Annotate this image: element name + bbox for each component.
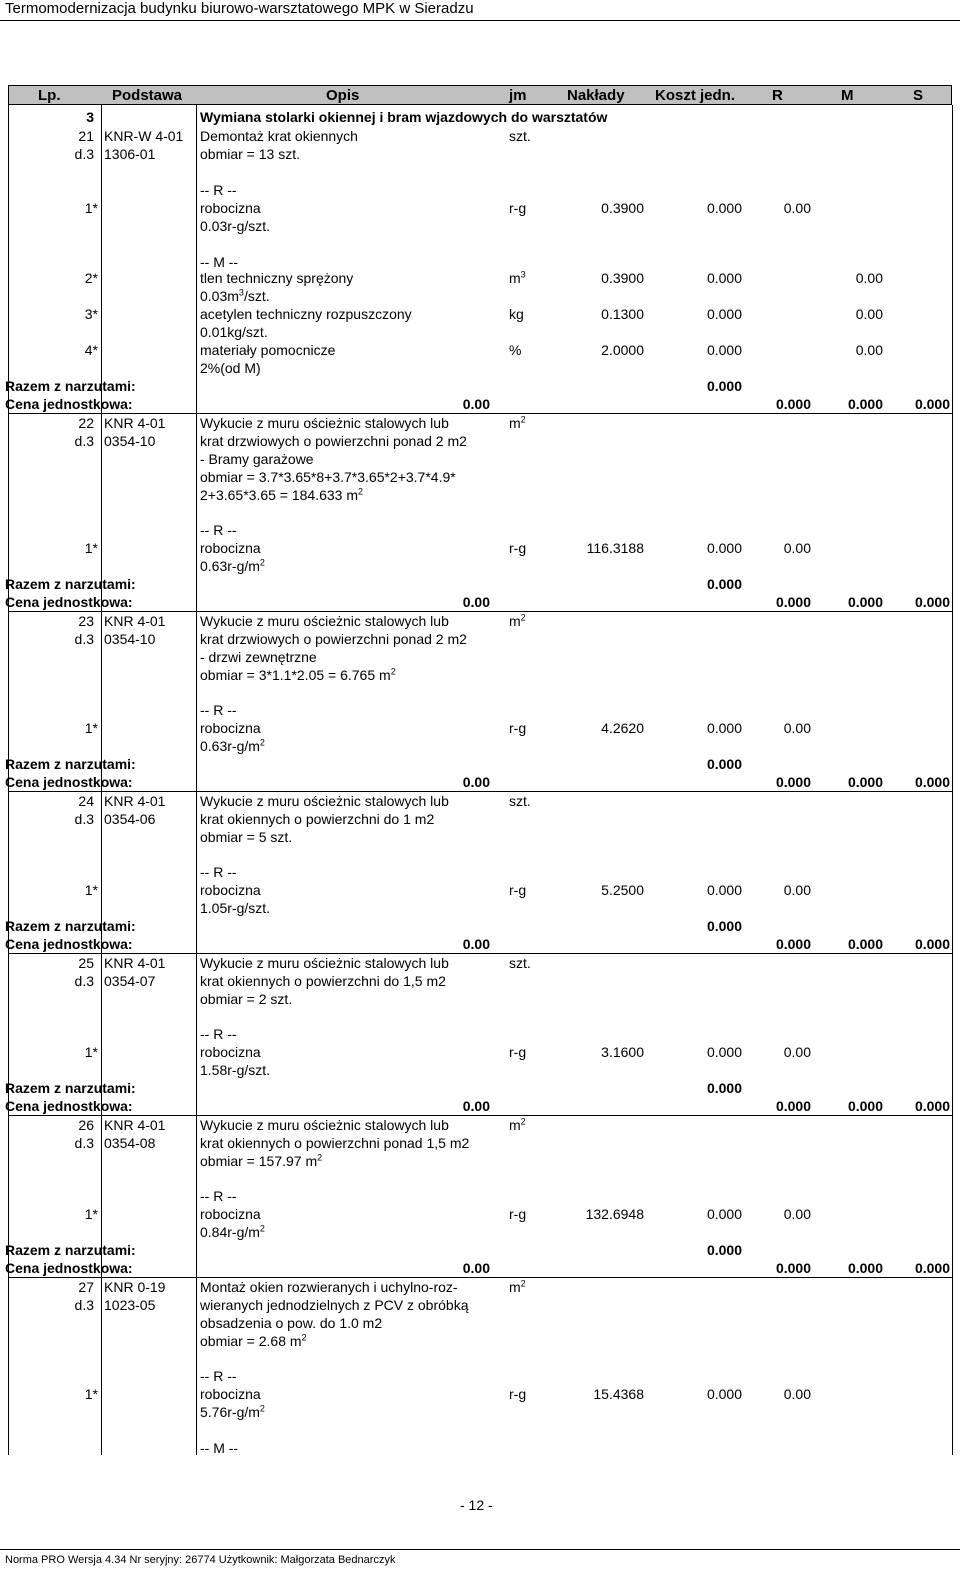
material-marker: -- M -- bbox=[200, 1440, 239, 1456]
cena-s: 0.000 bbox=[914, 396, 950, 412]
labor-rate: 1.05r-g/szt. bbox=[200, 900, 271, 916]
razem-value: 0.000 bbox=[706, 576, 742, 592]
labor-unit-cost: 0.000 bbox=[706, 200, 742, 216]
cena-m: 0.000 bbox=[847, 1260, 883, 1276]
labor-quantity: 116.3188 bbox=[586, 540, 644, 556]
grid-line bbox=[952, 105, 953, 1455]
position-number: 22 bbox=[78, 415, 94, 431]
cena-value: 0.00 bbox=[462, 396, 490, 412]
labor-value: 0.00 bbox=[783, 200, 811, 216]
position-number: 21 bbox=[78, 128, 94, 144]
cena-label: Cena jednostkowa: bbox=[5, 594, 133, 610]
base-catalog: KNR 4-01 bbox=[104, 793, 166, 809]
labor-unit: r-g bbox=[509, 720, 527, 736]
base-code: 0354-10 bbox=[104, 433, 156, 449]
material-value: 0.00 bbox=[855, 270, 883, 286]
position-quantity: obmiar = 2.68 $m^2$ bbox=[200, 1332, 307, 1349]
position-number: 24 bbox=[78, 793, 94, 809]
labor-value: 0.00 bbox=[783, 540, 811, 556]
material-unit-cost: 0.000 bbox=[706, 342, 742, 358]
position-quantity: obmiar = 5 szt. bbox=[200, 829, 293, 845]
material-quantity: 0.3900 bbox=[601, 270, 644, 286]
position-unit: $m^2$ bbox=[509, 612, 526, 629]
row-separator bbox=[8, 1277, 952, 1278]
material-unit: $m^3$ bbox=[509, 269, 526, 286]
labor-value: 0.00 bbox=[783, 720, 811, 736]
position-description: krat okiennych o powierzchni do 1,5 m2 bbox=[200, 973, 446, 989]
resource-index: 1* bbox=[84, 720, 98, 736]
razem-value: 0.000 bbox=[706, 1080, 742, 1096]
cena-r: 0.000 bbox=[775, 774, 811, 790]
cena-r: 0.000 bbox=[775, 1260, 811, 1276]
section-number: 3 bbox=[86, 109, 94, 125]
material-index: 4* bbox=[84, 342, 98, 358]
resource-index: 1* bbox=[84, 540, 98, 556]
material-name: acetylen techniczny rozpuszczony bbox=[200, 306, 412, 322]
labor-marker: -- R -- bbox=[200, 1368, 237, 1384]
cena-m: 0.000 bbox=[847, 1098, 883, 1114]
labor-unit: r-g bbox=[509, 1386, 527, 1402]
position-description: wieranych jednodzielnych z PCV z obróbką bbox=[200, 1297, 469, 1313]
labor-name: robocizna bbox=[200, 1044, 261, 1060]
cena-value: 0.00 bbox=[462, 774, 490, 790]
base-code: 1306-01 bbox=[104, 146, 156, 162]
cena-s: 0.000 bbox=[914, 774, 950, 790]
labor-unit-cost: 0.000 bbox=[706, 1206, 742, 1222]
cena-value: 0.00 bbox=[462, 936, 490, 952]
material-marker: -- M -- bbox=[200, 254, 239, 270]
material-value: 0.00 bbox=[855, 306, 883, 322]
base-code: 0354-07 bbox=[104, 973, 156, 989]
position-description: Wykucie z muru ościeżnic stalowych lub bbox=[200, 1117, 449, 1133]
cena-s: 0.000 bbox=[914, 1098, 950, 1114]
position-number: 26 bbox=[78, 1117, 94, 1133]
position-description: obsadzenia o pow. do 1.0 m2 bbox=[200, 1315, 383, 1331]
position-number: 27 bbox=[78, 1279, 94, 1295]
cena-m: 0.000 bbox=[847, 774, 883, 790]
cena-m: 0.000 bbox=[847, 396, 883, 412]
row-separator bbox=[8, 1115, 952, 1116]
position-d: d.3 bbox=[74, 433, 94, 449]
position-unit: $m^2$ bbox=[509, 1278, 526, 1295]
material-index: 3* bbox=[84, 306, 98, 322]
labor-unit: r-g bbox=[509, 1206, 527, 1222]
razem-value: 0.000 bbox=[706, 918, 742, 934]
position-description: - drzwi zewnętrzne bbox=[200, 649, 317, 665]
position-description: krat okiennych o powierzchni do 1 m2 bbox=[200, 811, 435, 827]
grid-line bbox=[196, 105, 197, 1455]
position-number: 23 bbox=[78, 613, 94, 629]
material-rate: 2%(od M) bbox=[200, 360, 261, 376]
cena-value: 0.00 bbox=[462, 1260, 490, 1276]
page-title: Termomodernizacja budynku biurowo-warsztatowego MPK w Sieradzu bbox=[5, 0, 474, 17]
base-code: 1023-05 bbox=[104, 1297, 156, 1313]
cena-r: 0.000 bbox=[775, 396, 811, 412]
position-d: d.3 bbox=[74, 631, 94, 647]
razem-label: Razem z narzutami: bbox=[5, 1242, 136, 1258]
material-quantity: 0.1300 bbox=[601, 306, 644, 322]
labor-value: 0.00 bbox=[783, 882, 811, 898]
material-quantity: 2.0000 bbox=[601, 342, 644, 358]
labor-marker: -- R -- bbox=[200, 1188, 237, 1204]
position-d: d.3 bbox=[74, 811, 94, 827]
row-separator bbox=[8, 413, 952, 414]
base-catalog: KNR 4-01 bbox=[104, 1117, 166, 1133]
position-d: d.3 bbox=[74, 973, 94, 989]
resource-index: 1* bbox=[84, 200, 98, 216]
position-description: krat drzwiowych o powierzchni ponad 2 m2 bbox=[200, 631, 467, 647]
position-unit: szt. bbox=[509, 793, 531, 809]
base-catalog: KNR-W 4-01 bbox=[104, 128, 184, 144]
position-description: Montaż okien rozwieranych i uchylno-roz- bbox=[200, 1279, 458, 1295]
position-description: Demontaż krat okiennych bbox=[200, 128, 358, 144]
razem-label: Razem z narzutami: bbox=[5, 378, 136, 394]
material-value: 0.00 bbox=[855, 342, 883, 358]
razem-label: Razem z narzutami: bbox=[5, 576, 136, 592]
material-index: 2* bbox=[84, 270, 98, 286]
header-s: S bbox=[913, 87, 924, 104]
material-unit-cost: 0.000 bbox=[706, 270, 742, 286]
section-title: Wymiana stolarki okiennej i bram wjazdowych do warsztatów bbox=[200, 109, 608, 125]
header-podstawa: Podstawa bbox=[112, 87, 183, 104]
material-name: tlen techniczny sprężony bbox=[200, 270, 354, 286]
header-koszt: Koszt jedn. bbox=[655, 87, 736, 104]
labor-quantity: 15.4368 bbox=[593, 1386, 644, 1402]
labor-unit: r-g bbox=[509, 540, 527, 556]
labor-value: 0.00 bbox=[783, 1044, 811, 1060]
labor-quantity: 3.1600 bbox=[601, 1044, 644, 1060]
header-jm: jm bbox=[509, 87, 527, 104]
labor-name: robocizna bbox=[200, 1206, 261, 1222]
cena-s: 0.000 bbox=[914, 936, 950, 952]
position-description: Wykucie z muru ościeżnic stalowych lub bbox=[200, 955, 449, 971]
material-unit: % bbox=[509, 342, 522, 358]
labor-marker: -- R -- bbox=[200, 702, 237, 718]
position-quantity: obmiar = 157.97 $m^2$ bbox=[200, 1152, 323, 1169]
labor-quantity: 4.2620 bbox=[601, 720, 644, 736]
header-opis: Opis bbox=[326, 87, 360, 104]
labor-name: robocizna bbox=[200, 540, 261, 556]
cena-label: Cena jednostkowa: bbox=[5, 1098, 133, 1114]
position-description: Wykucie z muru ościeżnic stalowych lub bbox=[200, 613, 449, 629]
cena-s: 0.000 bbox=[914, 1260, 950, 1276]
labor-marker: -- R -- bbox=[200, 182, 237, 198]
position-description: krat drzwiowych o powierzchni ponad 2 m2 bbox=[200, 433, 467, 449]
resource-index: 1* bbox=[84, 882, 98, 898]
cena-m: 0.000 bbox=[847, 936, 883, 952]
base-catalog: KNR 4-01 bbox=[104, 955, 166, 971]
labor-quantity: 132.6948 bbox=[585, 1206, 644, 1222]
cena-label: Cena jednostkowa: bbox=[5, 1260, 133, 1276]
material-rate: $0.03m^3$/szt. bbox=[200, 287, 270, 304]
header-naklady: Nakłady bbox=[567, 87, 625, 104]
footer-text: Norma PRO Wersja 4.34 Nr seryjny: 26774 Użytkownik: Małgorzata Bednarczyk bbox=[5, 1554, 396, 1566]
cena-value: 0.00 bbox=[462, 1098, 490, 1114]
position-number: 25 bbox=[78, 955, 94, 971]
labor-unit-cost: 0.000 bbox=[706, 720, 742, 736]
base-catalog: KNR 4-01 bbox=[104, 613, 166, 629]
position-d: d.3 bbox=[74, 1297, 94, 1313]
labor-rate: $0.63r-g/m^2$ bbox=[200, 557, 265, 574]
labor-marker: -- R -- bbox=[200, 864, 237, 880]
cena-s: 0.000 bbox=[914, 594, 950, 610]
position-unit: $m^2$ bbox=[509, 1116, 526, 1133]
labor-name: robocizna bbox=[200, 882, 261, 898]
labor-rate: 1.58r-g/szt. bbox=[200, 1062, 271, 1078]
labor-unit: r-g bbox=[509, 882, 527, 898]
labor-rate: 0.03r-g/szt. bbox=[200, 218, 271, 234]
razem-label: Razem z narzutami: bbox=[5, 918, 136, 934]
row-separator bbox=[8, 611, 952, 612]
labor-quantity: 5.2500 bbox=[601, 882, 644, 898]
base-code: 0354-10 bbox=[104, 631, 156, 647]
cena-r: 0.000 bbox=[775, 936, 811, 952]
position-quantity: obmiar = 2 szt. bbox=[200, 991, 293, 1007]
position-description: Wykucie z muru ościeżnic stalowych lub bbox=[200, 793, 449, 809]
page-number: - 12 - bbox=[460, 1497, 493, 1513]
material-name: materiały pomocnicze bbox=[200, 342, 336, 358]
title-underline bbox=[0, 20, 960, 21]
material-rate: 0.01kg/szt. bbox=[200, 324, 268, 340]
position-quantity: obmiar = 3*1.1*2.05 = 6.765 $m^2$ bbox=[200, 666, 396, 683]
position-description: - Bramy garażowe bbox=[200, 451, 314, 467]
razem-value: 0.000 bbox=[706, 756, 742, 772]
labor-quantity: 0.3900 bbox=[601, 200, 644, 216]
base-catalog: KNR 4-01 bbox=[104, 415, 166, 431]
position-quantity: obmiar = 13 szt. bbox=[200, 146, 300, 162]
razem-label: Razem z narzutami: bbox=[5, 756, 136, 772]
position-description: krat okiennych o powierzchni ponad 1,5 m2 bbox=[200, 1135, 470, 1151]
labor-name: robocizna bbox=[200, 200, 261, 216]
razem-label: Razem z narzutami: bbox=[5, 1080, 136, 1096]
cena-r: 0.000 bbox=[775, 1098, 811, 1114]
base-code: 0354-06 bbox=[104, 811, 156, 827]
labor-name: robocizna bbox=[200, 1386, 261, 1402]
labor-name: robocizna bbox=[200, 720, 261, 736]
position-description: Wykucie z muru ościeżnic stalowych lub bbox=[200, 415, 449, 431]
labor-marker: -- R -- bbox=[200, 522, 237, 538]
labor-unit-cost: 0.000 bbox=[706, 1044, 742, 1060]
labor-unit-cost: 0.000 bbox=[706, 1386, 742, 1402]
position-d: d.3 bbox=[74, 146, 94, 162]
resource-index: 1* bbox=[84, 1206, 98, 1222]
labor-rate: $0.84r-g/m^2$ bbox=[200, 1223, 265, 1240]
position-quantity: 2+3.65*3.65 = 184.633 $m^2$ bbox=[200, 486, 364, 503]
row-separator bbox=[8, 953, 952, 954]
base-code: 0354-08 bbox=[104, 1135, 156, 1151]
razem-value: 0.000 bbox=[706, 378, 742, 394]
resource-index: 1* bbox=[84, 1044, 98, 1060]
labor-unit: r-g bbox=[509, 200, 527, 216]
labor-rate: $5.76r-g/m^2$ bbox=[200, 1403, 265, 1420]
cena-m: 0.000 bbox=[847, 594, 883, 610]
position-quantity: obmiar = 3.7*3.65*8+3.7*3.65*2+3.7*4.9* bbox=[200, 469, 456, 485]
base-catalog: KNR 0-19 bbox=[104, 1279, 166, 1295]
cena-label: Cena jednostkowa: bbox=[5, 396, 133, 412]
resource-index: 1* bbox=[84, 1386, 98, 1402]
header-r: R bbox=[772, 87, 783, 104]
footer-rule bbox=[0, 1549, 960, 1550]
cena-label: Cena jednostkowa: bbox=[5, 774, 133, 790]
labor-value: 0.00 bbox=[783, 1206, 811, 1222]
position-unit: $m^2$ bbox=[509, 414, 526, 431]
row-separator bbox=[8, 791, 952, 792]
position-d: d.3 bbox=[74, 1135, 94, 1151]
position-unit: szt. bbox=[509, 128, 531, 144]
cena-value: 0.00 bbox=[462, 594, 490, 610]
razem-value: 0.000 bbox=[706, 1242, 742, 1258]
labor-marker: -- R -- bbox=[200, 1026, 237, 1042]
position-unit: szt. bbox=[509, 955, 531, 971]
labor-value: 0.00 bbox=[783, 1386, 811, 1402]
labor-rate: $0.63r-g/m^2$ bbox=[200, 737, 265, 754]
labor-unit-cost: 0.000 bbox=[706, 882, 742, 898]
material-unit-cost: 0.000 bbox=[706, 306, 742, 322]
header-m: M bbox=[841, 87, 854, 104]
labor-unit: r-g bbox=[509, 1044, 527, 1060]
header-lp: Lp. bbox=[38, 87, 61, 104]
cena-r: 0.000 bbox=[775, 594, 811, 610]
cena-label: Cena jednostkowa: bbox=[5, 936, 133, 952]
material-unit: kg bbox=[509, 306, 524, 322]
labor-unit-cost: 0.000 bbox=[706, 540, 742, 556]
